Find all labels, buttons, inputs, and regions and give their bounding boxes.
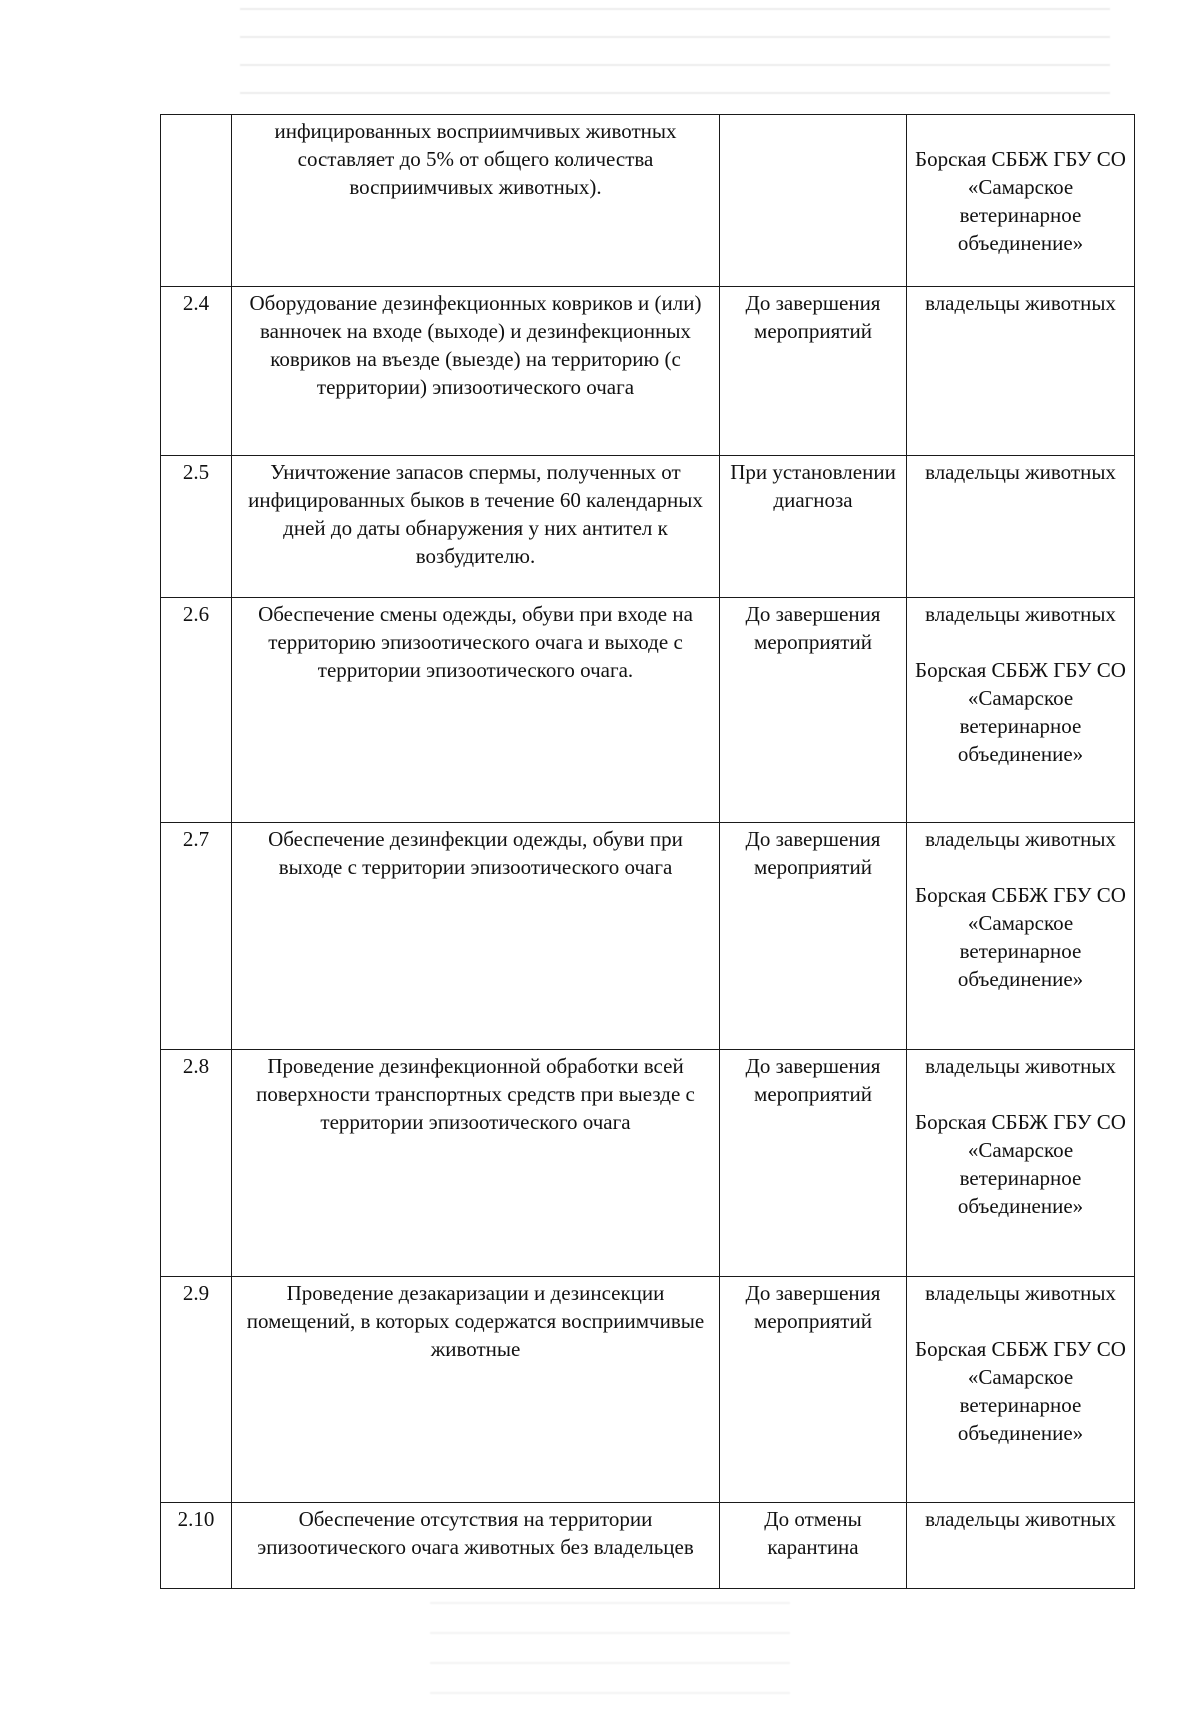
measure-term [720, 115, 907, 287]
row-number: 2.7 [161, 823, 232, 1050]
responsible-organization: Борская СББЖ ГБУ СО «Самарское ветеринарное объединение» [915, 147, 1126, 255]
table-row [161, 598, 1135, 823]
table-row [161, 1503, 1135, 1589]
row-number [161, 115, 232, 287]
responsible-owners: владельцы животных [925, 1054, 1116, 1078]
row-number: 2.9 [161, 1277, 232, 1503]
measure-term: До завершения мероприятий [720, 823, 907, 1050]
responsible-organization: Борская СББЖ ГБУ СО «Самарское ветеринарное объединение» [915, 883, 1126, 991]
measure-text: Проведение дезакаризации и дезинсекции помещений, в которых содержатся восприимчивые животные [232, 1277, 720, 1503]
row-number: 2.10 [161, 1503, 232, 1589]
scan-noise-top [240, 8, 1110, 108]
measure-responsible [907, 287, 1135, 456]
measure-term: При установлении диагноза [720, 456, 907, 598]
measure-term: До завершения мероприятий [720, 1277, 907, 1503]
measure-responsible [907, 115, 1135, 287]
measure-responsible [907, 1050, 1135, 1277]
responsible-organization: Борская СББЖ ГБУ СО «Самарское ветеринарное объединение» [915, 658, 1126, 766]
row-number: 2.4 [161, 287, 232, 456]
measures-table [160, 114, 1135, 1589]
measure-responsible [907, 823, 1135, 1050]
measure-text: Обеспечение смены одежды, обуви при входе на территорию эпизоотического очага и выходе с территории эпизоотического очага. [232, 598, 720, 823]
measure-text: Уничтожение запасов спермы, полученных от инфицированных быков в течение 60 календарных дней до даты обнаружения у них антител к возбудителю. [232, 456, 720, 598]
measure-term: До завершения мероприятий [720, 287, 907, 456]
measure-term: До отмены карантина [720, 1503, 907, 1589]
scan-noise-bottom [430, 1590, 790, 1710]
table-row [161, 1050, 1135, 1277]
row-number: 2.8 [161, 1050, 232, 1277]
table-row [161, 823, 1135, 1050]
measure-responsible [907, 598, 1135, 823]
responsible-owners: владельцы животных [925, 827, 1116, 851]
table-row [161, 1277, 1135, 1503]
table-row [161, 287, 1135, 456]
responsible-owners: владельцы животных [925, 291, 1116, 315]
responsible-owners: владельцы животных [925, 460, 1116, 484]
measure-responsible [907, 1277, 1135, 1503]
measure-term: До завершения мероприятий [720, 1050, 907, 1277]
row-number: 2.5 [161, 456, 232, 598]
measure-text: Обеспечение отсутствия на территории эпизоотического очага животных без владельцев [232, 1503, 720, 1589]
measure-text: Проведение дезинфекционной обработки всей поверхности транспортных средств при выезде с территории эпизоотического очага [232, 1050, 720, 1277]
measure-text: Оборудование дезинфекционных ковриков и (или) ванночек на входе (выходе) и дезинфекционных ковриков на въезде (выезде) на территорию (с территории) эпизоотического очага [232, 287, 720, 456]
row-number: 2.6 [161, 598, 232, 823]
measure-text: Обеспечение дезинфекции одежды, обуви при выходе с территории эпизоотического очага [232, 823, 720, 1050]
responsible-owners: владельцы животных [925, 1507, 1116, 1531]
responsible-organization: Борская СББЖ ГБУ СО «Самарское ветеринарное объединение» [915, 1110, 1126, 1218]
measure-text: инфицированных восприимчивых животных составляет до 5% от общего количества восприимчивых животных). [232, 115, 720, 287]
responsible-owners: владельцы животных [925, 1281, 1116, 1305]
table-row [161, 115, 1135, 287]
measure-responsible [907, 456, 1135, 598]
measure-responsible [907, 1503, 1135, 1589]
responsible-owners: владельцы животных [925, 602, 1116, 626]
table-row [161, 456, 1135, 598]
responsible-organization: Борская СББЖ ГБУ СО «Самарское ветеринарное объединение» [915, 1337, 1126, 1445]
measure-term: До завершения мероприятий [720, 598, 907, 823]
